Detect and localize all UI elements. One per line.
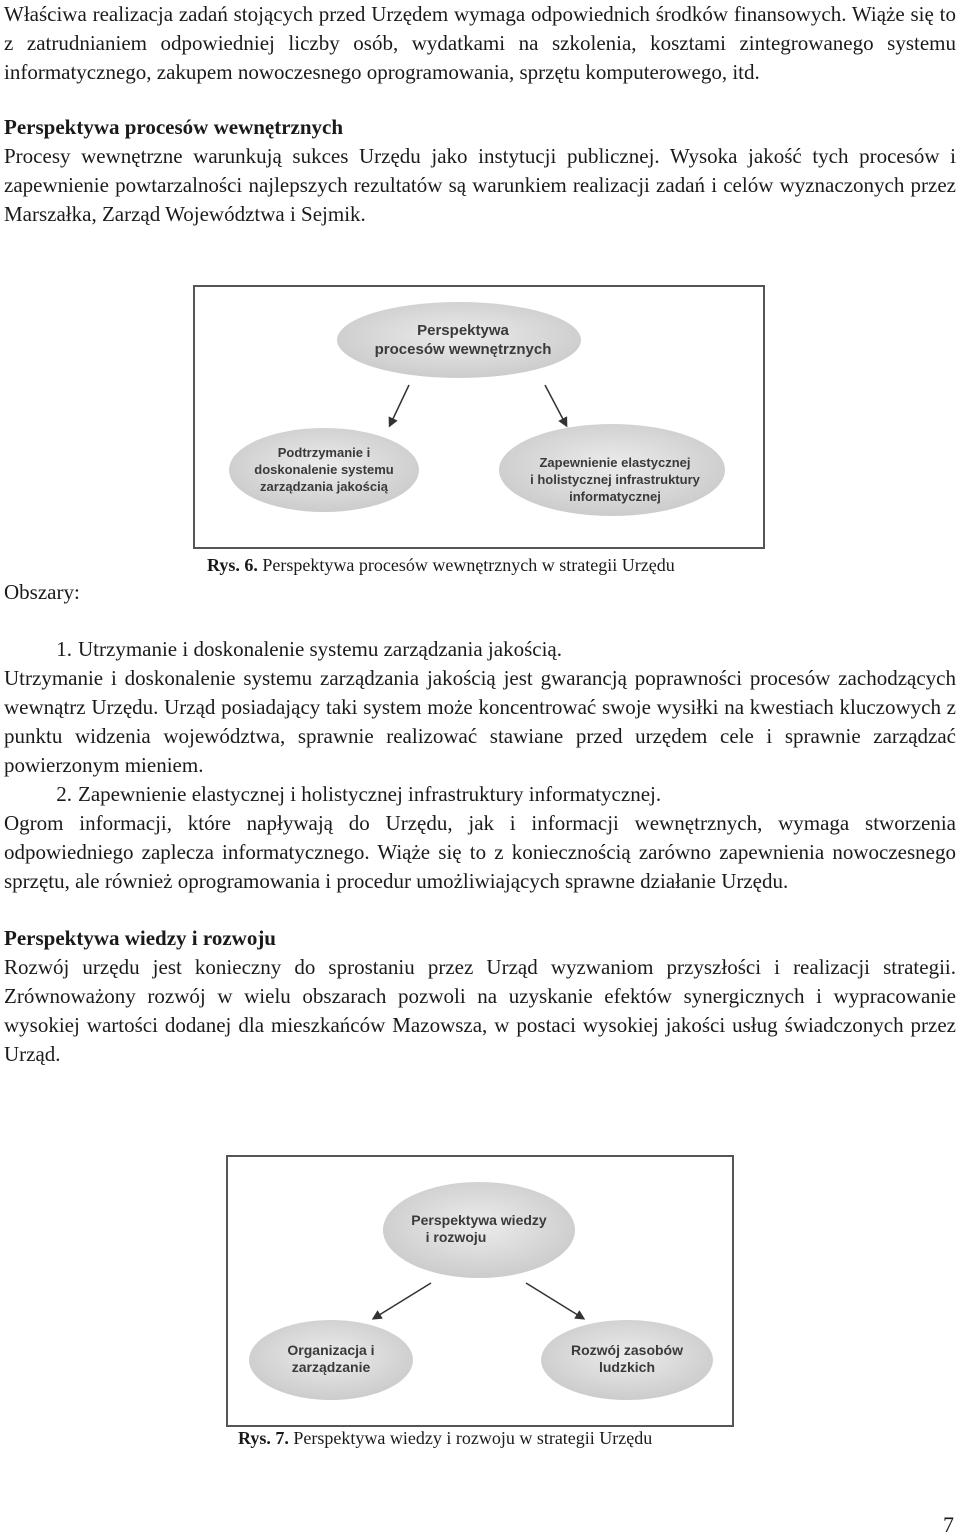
area-2-title-row <box>4 780 956 809</box>
document-page <box>4 0 956 229</box>
area-1-number: 1. <box>56 637 72 661</box>
top-node-label-line2: i rozwoju <box>425 1229 487 1245</box>
areas-label: Obszary: <box>4 580 80 604</box>
figure-6-diagram <box>193 285 765 549</box>
knowledge-growth-paragraph: Rozwój urzędu jest konieczny do sprostaniu przez Urząd wyzwaniom przyszłości i realizacji strategii. Zrównoważony rozwój w wielu obszarach pozwoli na uzyskanie efektów synergicznych i wypracowanie wysokiej wartości dodanej dla mieszkańców Mazowsza, w postaci wysokiej jakości usług świadczonych przez Urząd. <box>4 955 956 1066</box>
left-node-label-line2: doskonalenie systemu <box>254 462 394 477</box>
intro-paragraph: Właściwa realizacja zadań stojących przed Urzędem wymaga odpowiednich środków finansowych. Wiąże się to z zatrudnianiem odpowiedniej liczby osób, wydatkami na szkolenia, kosztami zintegrowanego systemu informatycznego, zakupem nowoczesnego oprogramowania, sprzętu komputerowego, itd. <box>4 2 956 84</box>
figure-6-caption <box>207 554 675 576</box>
figure-7-diagram <box>226 1155 734 1427</box>
right-node-label-line1: Zapewnienie elastycznej <box>539 455 691 470</box>
figure-7-caption-text: Perspektywa wiedzy i rozwoju w strategii Urzędu <box>293 1428 653 1448</box>
section-heading-knowledge-growth: Perspektywa wiedzy i rozwoju <box>4 926 276 950</box>
area-1-title-row <box>4 635 956 664</box>
right-node-label-line2: ludzkich <box>598 1359 656 1375</box>
figure-6-caption-label: Rys. 6. <box>207 555 258 575</box>
figure-6-caption-text: Perspektywa procesów wewnętrznych w strategii Urzędu <box>262 555 675 575</box>
area-1-paragraph: Utrzymanie i doskonalenie systemu zarządzania jakością jest gwarancją poprawności procesów zachodzących wewnątrz Urzędu. Urząd posiadający taki system może koncentrować swoje wysiłki na kwestiach kluczowych z punktu widzenia województwa, sprawnie realizować stawiane przed urzędem cele i sprawnie zarządzać powierzonym mieniem. <box>4 666 956 777</box>
top-node-label-line1: Perspektywa wiedzy <box>411 1212 547 1228</box>
area-2-title: Zapewnienie elastycznej i holistycznej infrastruktury informatycznej. <box>78 782 662 806</box>
top-node-label-line1: Perspektywa <box>417 322 509 339</box>
right-node-label-line3: informatycznej <box>569 489 661 504</box>
figure-7-caption-label: Rys. 7. <box>238 1428 289 1448</box>
right-node-label-line2: i holistycznej infrastruktury <box>530 472 700 487</box>
figure-7-caption <box>238 1427 652 1449</box>
section-heading-internal-processes: Perspektywa procesów wewnętrznych <box>4 115 344 139</box>
areas-block <box>4 635 956 1069</box>
page-number: 7 <box>943 1512 954 1537</box>
area-2-paragraph: Ogrom informacji, które napływają do Urzędu, jak i informacji wewnętrznych, wymaga stworzenia odpowiedniego zaplecza informatycznego. Wiąże się to z koniecznością zarówno zapewnienia nowoczesnego sprzętu, ale również oprogramowania i procedur umożliwiających sprawne działanie Urzędu. <box>4 811 956 893</box>
internal-processes-paragraph: Procesy wewnętrzne warunkują sukces Urzędu jako instytucji publicznej. Wysoka jakość tych procesów i zapewnienie powtarzalności najlepszych rezultatów są warunkiem realizacji zadań i celów wyznaczonych przez Marszałka, Zarząd Województwa i Sejmik. <box>4 144 956 226</box>
left-node-label-line1: Podtrzymanie i <box>277 445 371 460</box>
left-node-label-line1: Organizacja i <box>287 1342 375 1358</box>
right-node-label-line1: Rozwój zasobów <box>571 1342 683 1358</box>
top-node-ellipse <box>337 302 581 378</box>
left-node-label-line3: zarządzania jakością <box>260 479 388 494</box>
area-1-title: Utrzymanie i doskonalenie systemu zarządzania jakością. <box>78 637 562 661</box>
area-2-number: 2. <box>56 782 72 806</box>
left-node-label-line2: zarządzanie <box>291 1359 371 1375</box>
top-node-label-line2: procesów wewnętrznych <box>374 341 552 358</box>
